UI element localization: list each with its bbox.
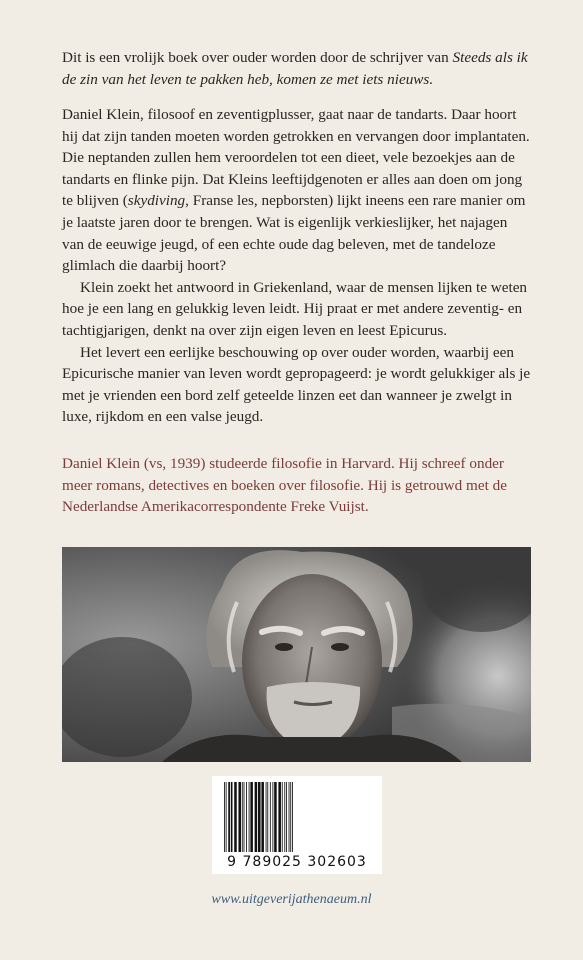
isbn-number: 9 789025 302603 [227,854,367,870]
barcode-bar [274,782,277,852]
intro-text: Dit is een vrolijk boek over ouder worden door de schrijver van [62,49,453,66]
summary-paragraph-1 [62,104,532,277]
author-bio: Daniel Klein (vs, 1939) studeerde filosofie in Harvard. Hij schreef onder meer romans, detectives en boeken over filosofie. Hij is getrouwd met de Nederlandse Amerikacorrespondente Freke Vuijst. [62,455,507,516]
barcode-bar [278,782,281,852]
barcode-bar [244,782,245,852]
isbn-barcode [212,776,382,874]
barcode-bar [266,782,267,852]
barcode-bar [231,782,233,852]
barcode-bar [228,782,230,852]
barcode-bar [286,782,287,852]
barcode-bar [234,782,237,852]
barcode-bar [249,782,250,852]
barcode-bar [272,782,273,852]
barcode-bar [290,782,291,852]
barcode-bars [222,782,372,852]
book-summary [62,104,532,428]
barcode-bar [224,782,225,852]
publisher-website[interactable]: www.uitgeverijathenaeum.nl [211,892,372,907]
barcode-bar [255,782,258,852]
intro-paragraph [62,47,532,90]
barcode-bar [284,782,285,852]
summary-paragraph-3: Het levert een eerlijke beschouwing op over ouder worden, waarbij een Epicurische manier van leven wordt gepropageerd: je wordt gelukkiger als je met je vrienden een bord zelf geteelde linzen eet dan wanneer je zwelgt in luxe, rijkdom en een valse jeugd. [62,343,531,426]
barcode-bar [242,782,243,852]
summary-paragraph-2: Klein zoekt het antwoord in Griekenland, waar de mensen lijken te weten hoe je een lang en gelukkig leven leidt. Hij praat er met andere zeventig- en tachtigjarigen, denkt na over zijn eigen leven en leest Epicurus. [62,278,528,339]
summary-p1-italic: skydiving [127,192,186,210]
barcode-bar [261,782,264,852]
barcode-bar [270,782,271,852]
barcode-bar [226,782,227,852]
barcode-bar [250,782,253,852]
barcode-bar [246,782,247,852]
barcode-bar [267,782,268,852]
barcode-bar [289,782,290,852]
barcode-bar [282,782,283,852]
barcode-bar [238,782,241,852]
summary-p1-part-a: Daniel Klein, filosoof en zeventigplusser, gaat naar de tandarts. Daar hoort hij dat zijn tanden moeten worden getrokken en vervangen door implantaten. Die neptanden zullen hem veroordelen tot een dieet, vele bezoekjes aan de tandarts en flinke pijn. Dat Kleins leeftijdgenoten er alles aan doen om jong te blijven ( [62,106,530,210]
author-photo [62,547,531,762]
barcode-bar [258,782,261,852]
barcode-bar [292,782,293,852]
summary-p1-part-b: , Franse les, nepborsten) lijkt ineens een rare manier om je laatste jaren door te brengen. Wat is eigenlijk verkieslijker, het najagen van de eeuwige jeugd, of een echte oude dag beleven, met de tandeloze glimlach die daarbij hoort? [62,192,526,275]
author-portrait-image [62,547,531,762]
previous-book-title: Steeds als ik de zin van het leven te pakken heb, komen ze met iets nieuws. [62,49,528,88]
